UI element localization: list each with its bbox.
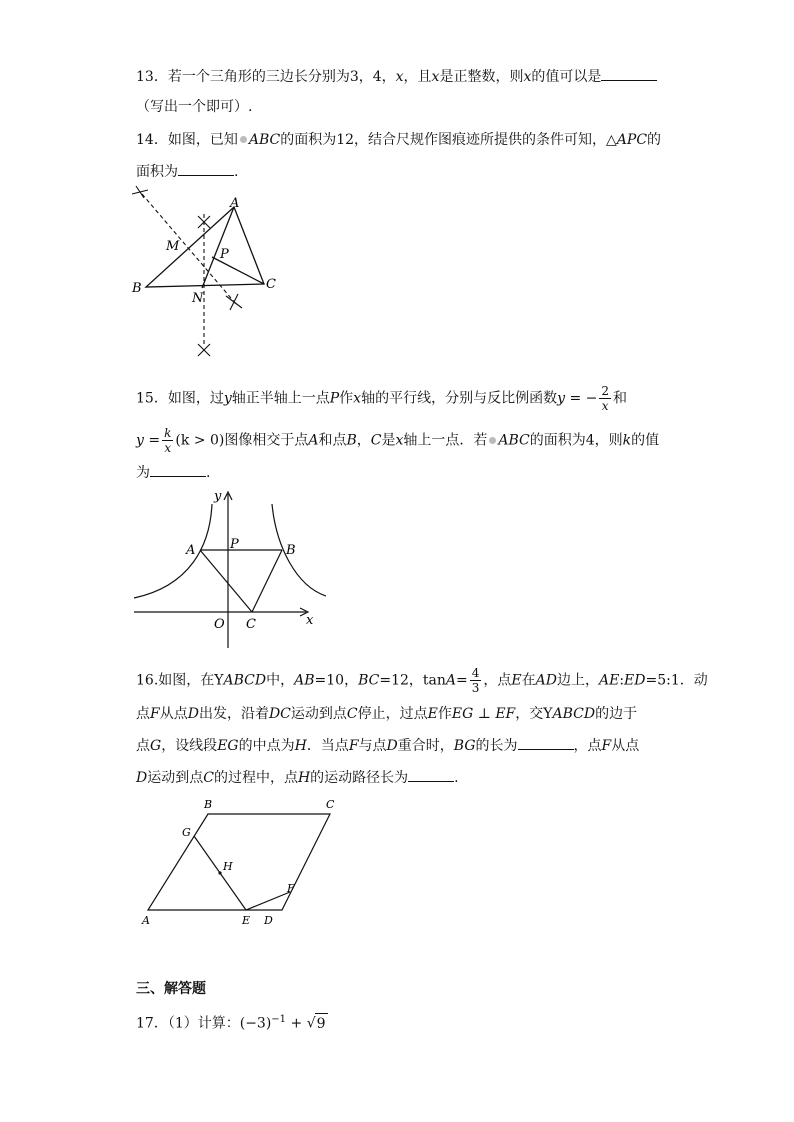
q16-label-a: A <box>142 914 150 927</box>
section-heading: 三、解答题 <box>136 981 206 997</box>
q16-line4: D运动到点C的过程中，点H的运动路径长为 . <box>136 767 459 788</box>
q13-answer-blank[interactable] <box>601 66 657 81</box>
triangle-symbol-icon <box>240 136 247 143</box>
q16-figure <box>136 796 346 932</box>
q15-label-o: O <box>214 617 225 632</box>
q15-label-a: A <box>186 543 196 558</box>
q14-label-m: M <box>166 239 180 254</box>
q15-fraction-2: $\frac{k}{x}$ <box>164 426 172 455</box>
q13-line1: 13．若一个三角形的三边长分别为3，4，x，且x是正整数，则x的值可以是 <box>136 66 657 87</box>
q15-line1: 15．如图，过y轴正半轴上一点P作x轴的平行线，分别与反比例函数y = − $\frac{2}{x}$ 和 <box>136 384 627 413</box>
q14-answer-blank[interactable] <box>178 161 234 176</box>
q15-label-p: P <box>230 537 239 552</box>
q14-line2: 面积为 . <box>136 161 238 182</box>
q16-line1: 16.如图，在YABCD中，AB=10，BC=12，tanA= $\frac{4}{3}$ ，点E在AD边上，AE:ED=5:1．动 <box>136 666 708 695</box>
q15-label-x: x <box>306 613 314 628</box>
q16-line3: 点G，设线段EG的中点为H．当点F与点D重合时，BG的长为 ，点F从点 <box>136 735 639 756</box>
q15-label-c: C <box>246 617 256 632</box>
q14-arc-mark-4 <box>198 344 210 356</box>
q16-label-h: H <box>223 860 233 873</box>
q14-label-a: A <box>230 196 240 211</box>
q15-label-y: y <box>214 489 222 504</box>
q16-label-c: C <box>326 798 335 811</box>
triangle-symbol-icon <box>489 437 496 444</box>
q17-line1: 17．（1）计算：$(-3)^{-1} + √9$ <box>136 1014 326 1032</box>
q15-line-ac <box>200 550 252 612</box>
q14-figure <box>126 184 286 364</box>
q14-arc-mark-1 <box>132 186 148 198</box>
q14-label-p: P <box>220 247 229 262</box>
q15-figure <box>130 486 326 658</box>
q16-label-d: D <box>264 914 273 927</box>
q15-line-bc <box>252 550 282 612</box>
q16-label-e: E <box>242 914 251 927</box>
q16-label-b: B <box>204 798 213 811</box>
q16-fraction: $\frac{4}{3}$ <box>471 666 480 695</box>
sqrt-icon: √ <box>306 1015 316 1032</box>
q15-line3: 为 . <box>136 462 210 483</box>
q14-label-b: B <box>132 281 142 296</box>
q16-label-f: F <box>287 882 295 895</box>
q14-arc-mark-3 <box>226 294 242 310</box>
q16-label-g: G <box>182 826 191 839</box>
q14-label-c: C <box>266 277 276 292</box>
q16-answer-blank-1[interactable] <box>518 735 574 750</box>
q16-parallelogram <box>148 814 330 910</box>
q15-fraction-1: $\frac{2}{x}$ <box>601 384 609 413</box>
q15-answer-blank[interactable] <box>150 462 206 477</box>
q15-line2: y = $\frac{k}{x}$ (k > 0)图像相交于点A和点B，C是x轴上一点．若 ABC的面积为4，则k的值 <box>136 426 660 455</box>
q14-line1: 14．如图，已知 ABC的面积为12，结合尺规作图痕迹所提供的条件可知，△APC的 <box>136 132 662 148</box>
q16-line2: 点F从点D出发，沿着DC运动到点C停止，过点E作EG ⊥ EF，交YABCD的边于 <box>136 706 638 722</box>
q15-label-b: B <box>286 543 296 558</box>
q13-line2: （写出一个即可）. <box>136 99 253 115</box>
q14-label-n: N <box>192 291 204 306</box>
q16-point-h <box>218 871 221 874</box>
q16-answer-blank-2[interactable] <box>408 767 454 782</box>
